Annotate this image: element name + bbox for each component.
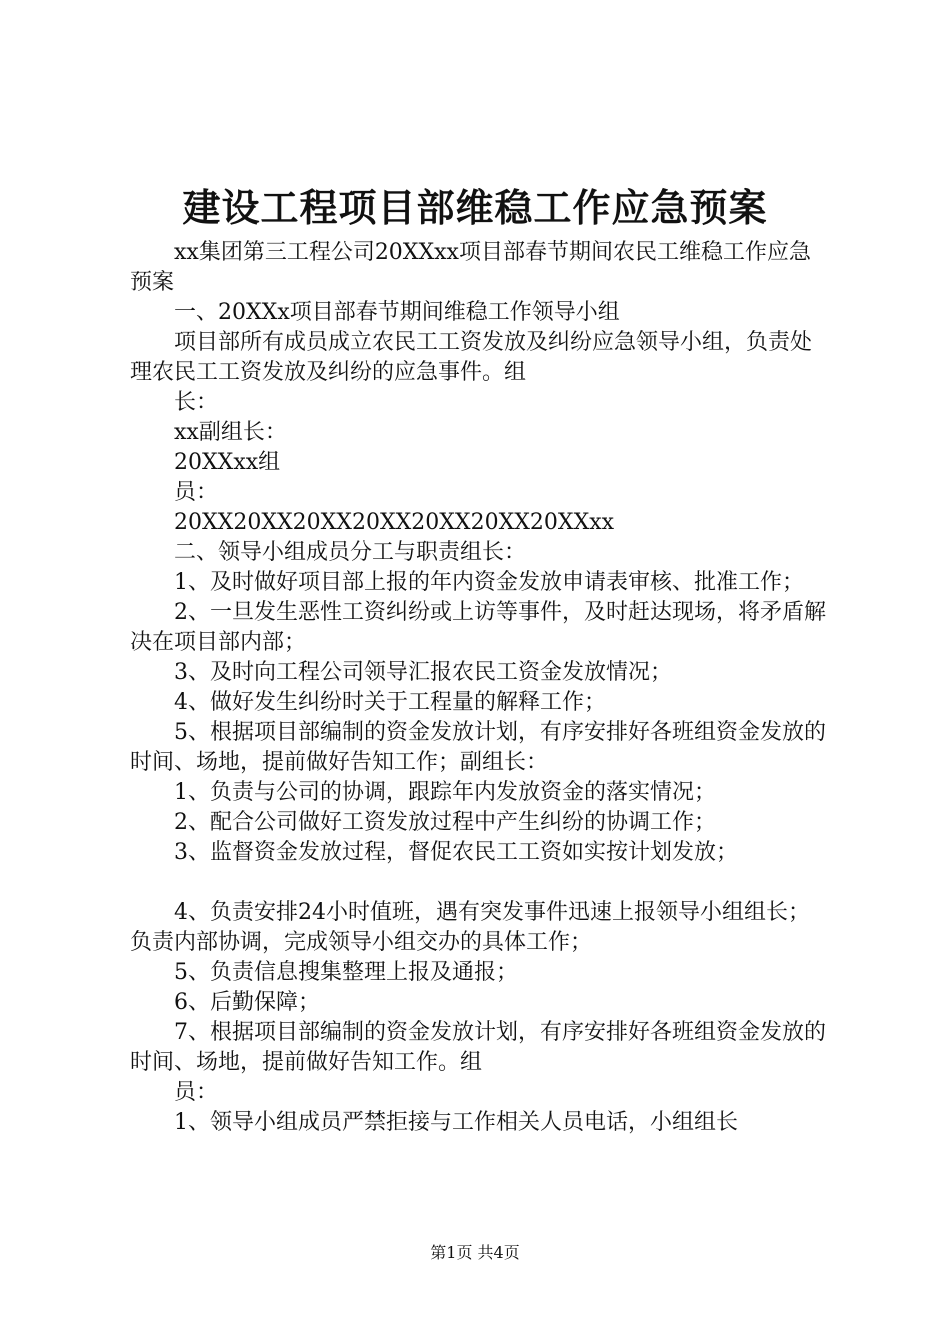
paragraph: 项目部所有成员成立农民工工资发放及纠纷应急领导小组，负责处理农民工工资发放及纠纷的应急事件。组 (130, 330, 813, 385)
paragraph: 3、及时向工程公司领导汇报农民工资金发放情况； (174, 660, 672, 685)
paragraph: 5、负责信息搜集整理上报及通报； (174, 960, 518, 985)
paragraph: 20XXxx组 (174, 450, 281, 475)
paragraph: xx副组长： (174, 420, 287, 445)
paragraph: 5、根据项目部编制的资金发放计划，有序安排好各班组资金发放的时间、场地，提前做好告知工作；副组长： (130, 720, 826, 775)
paragraph: 1、负责与公司的协调，跟踪年内发放资金的落实情况； (174, 780, 716, 805)
document-body (130, 238, 830, 1138)
paragraph: 20XX20XX20XX20XX20XX20XX20XXxx (174, 510, 615, 535)
paragraph: 6、后勤保障； (174, 990, 320, 1015)
paragraph: 2、一旦发生恶性工资纠纷或上访等事件，及时赶达现场，将矛盾解决在项目部内部； (130, 600, 826, 655)
paragraph: xx集团第三工程公司20XXxx项目部春节期间农民工维稳工作应急预案 (130, 240, 811, 295)
paragraph: 一、20XXx项目部春节期间维稳工作领导小组 (174, 300, 620, 325)
paragraph: 1、及时做好项目部上报的年内资金发放申请表审核、批准工作； (174, 570, 804, 595)
paragraph: 员： (174, 480, 219, 505)
paragraph: 7、根据项目部编制的资金发放计划，有序安排好各班组资金发放的时间、场地，提前做好告知工作。组 (130, 1020, 826, 1075)
paragraph: 长： (174, 390, 219, 415)
paragraph: 员： (174, 1080, 219, 1105)
paragraph: 3、监督资金发放过程，督促农民工工资如实按计划发放； (174, 840, 738, 865)
paragraph: 4、负责安排24小时值班，遇有突发事件迅速上报领导小组组长；负责内部协调，完成领导小组交办的具体工作； (130, 900, 810, 955)
document-title: 建设工程项目部维稳工作应急预案 (182, 185, 768, 230)
blank-line (130, 868, 830, 898)
paragraph: 1、领导小组成员严禁拒接与工作相关人员电话，小组组长 (174, 1110, 738, 1135)
paragraph: 2、配合公司做好工资发放过程中产生纠纷的协调工作； (174, 810, 716, 835)
page-number: 第1页 共4页 (430, 1243, 520, 1262)
paragraph: 4、做好发生纠纷时关于工程量的解释工作； (174, 690, 606, 715)
paragraph: 二、领导小组成员分工与职责组长： (174, 540, 527, 565)
